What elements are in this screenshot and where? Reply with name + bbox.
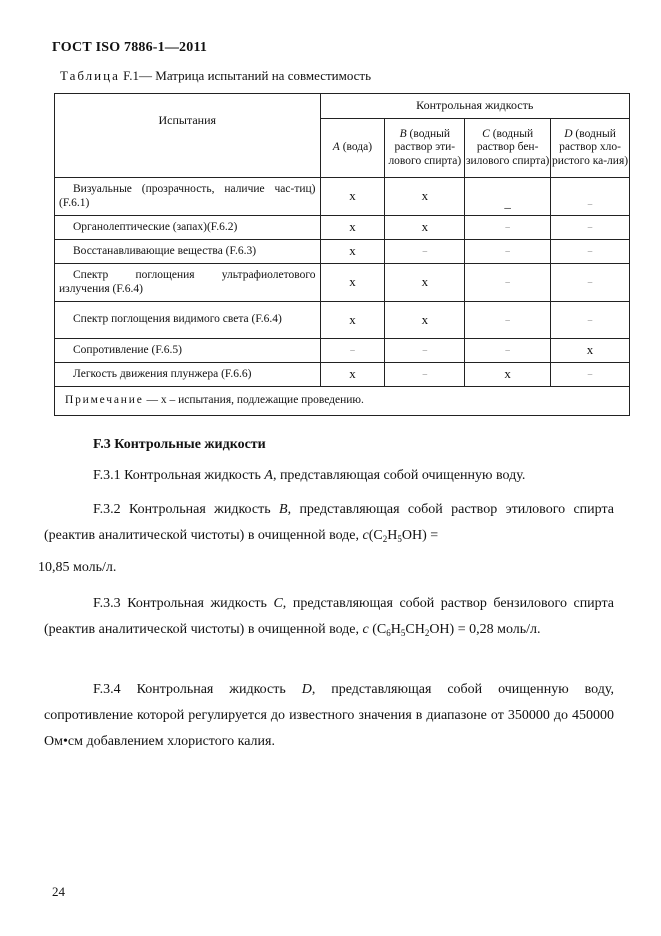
table-note-row: [55, 387, 630, 416]
row-test-name: Спектр поглощения ультрафиолетового излучения (F.6.4): [55, 264, 321, 302]
table-row: [55, 339, 630, 363]
table-caption-label: Таблица: [60, 68, 120, 83]
cell-fluid-b: –: [385, 339, 465, 363]
table-note: [55, 387, 630, 416]
row-test-name: Органолептические (запах)(F.6.2): [55, 216, 321, 240]
table-note-text: — x – испытания, подлежащие проведению.: [143, 394, 364, 407]
table-row: [55, 240, 630, 264]
cell-fluid-d: –: [551, 178, 630, 216]
paragraph-f33: F.3.3 Контрольная жидкость C, представляющая собой раствор бензилового спирта (реактив аналитической чистоты) в очищенной воде, c $(C_6H_5CH_2OH) = 0,28$ моль/л.: [44, 596, 614, 638]
table-row: [55, 264, 630, 302]
cell-fluid-d: –: [551, 264, 630, 302]
cell-fluid-a: x: [320, 216, 385, 240]
cell-fluid-b: x: [385, 302, 465, 339]
cell-fluid-b: –: [385, 240, 465, 264]
cell-fluid-d: –: [551, 240, 630, 264]
table-caption-title: F.1— Матрица испытаний на совместимость: [119, 68, 372, 83]
cell-fluid-b: –: [385, 363, 465, 387]
document-header: ГОСТ ISO 7886-1—2011: [52, 40, 208, 55]
row-test-name: Визуальные (прозрачность, наличие час-тиц) (F.6.1): [55, 178, 321, 216]
cell-fluid-c: _: [465, 178, 551, 216]
table-row: [55, 216, 630, 240]
row-test-name: Спектр поглощения видимого света (F.6.4): [55, 302, 321, 339]
table-note-label: Примечание: [65, 394, 144, 407]
paragraph-f34: F.3.4 Контрольная жидкость D, представляющая собой очищенную воду, сопротивление которой регулируется до известного значения в диапазоне от 350000 до 450000 Ом•см добавлением хлористого калия.: [44, 682, 614, 749]
cell-fluid-d: –: [551, 363, 630, 387]
cell-fluid-a: x: [320, 178, 385, 216]
cell-fluid-a: x: [320, 264, 385, 302]
paragraph-f31: F.3.1 Контрольная жидкость A, представляющая собой очищенную воду.: [93, 468, 526, 483]
row-test-name: Легкость движения плунжера (F.6.6): [55, 363, 321, 387]
cell-fluid-d: x: [551, 339, 630, 363]
compatibility-matrix-table: [54, 93, 630, 416]
cell-fluid-b: x: [385, 264, 465, 302]
cell-fluid-c: –: [465, 240, 551, 264]
column-header-fluid-c: C (водный раствор бен-зилового спирта): [465, 119, 551, 178]
cell-fluid-d: –: [551, 302, 630, 339]
cell-fluid-c: x: [465, 363, 551, 387]
table-row: [55, 363, 630, 387]
row-test-name: Сопротивление (F.6.5): [55, 339, 321, 363]
cell-fluid-c: –: [465, 302, 551, 339]
column-header-tests: Испытания: [55, 94, 321, 178]
cell-fluid-b: x: [385, 216, 465, 240]
column-header-fluid-d: D (водный раствор хло-ристого ка-лия): [551, 119, 630, 178]
cell-fluid-d: –: [551, 216, 630, 240]
column-header-fluid-a: A (вода): [320, 119, 385, 178]
table-row: [55, 302, 630, 339]
section-title: F.3 Контрольные жидкости: [93, 437, 266, 452]
paragraph-f32: F.3.2 Контрольная жидкость B, представляющая собой раствор этилового спирта (реактив аналитической чистоты) в очищенной воде, $c(C_2H_5OH)$ = 10,85 моль/л.: [38, 502, 614, 575]
page-number: 24: [52, 884, 65, 899]
cell-fluid-a: x: [320, 240, 385, 264]
cell-fluid-c: –: [465, 216, 551, 240]
cell-fluid-c: –: [465, 339, 551, 363]
cell-fluid-a: x: [320, 302, 385, 339]
cell-fluid-a: x: [320, 363, 385, 387]
cell-fluid-c: –: [465, 264, 551, 302]
row-test-name: Восстанавливающие вещества (F.6.3): [55, 240, 321, 264]
column-header-fluid-b: B (водный раствор эти-лового спирта): [385, 119, 465, 178]
table-row: [55, 178, 630, 216]
cell-fluid-b: x: [385, 178, 465, 216]
column-header-control-fluid: Контрольная жидкость: [320, 94, 629, 119]
table-caption: [60, 68, 371, 84]
cell-fluid-a: –: [320, 339, 385, 363]
